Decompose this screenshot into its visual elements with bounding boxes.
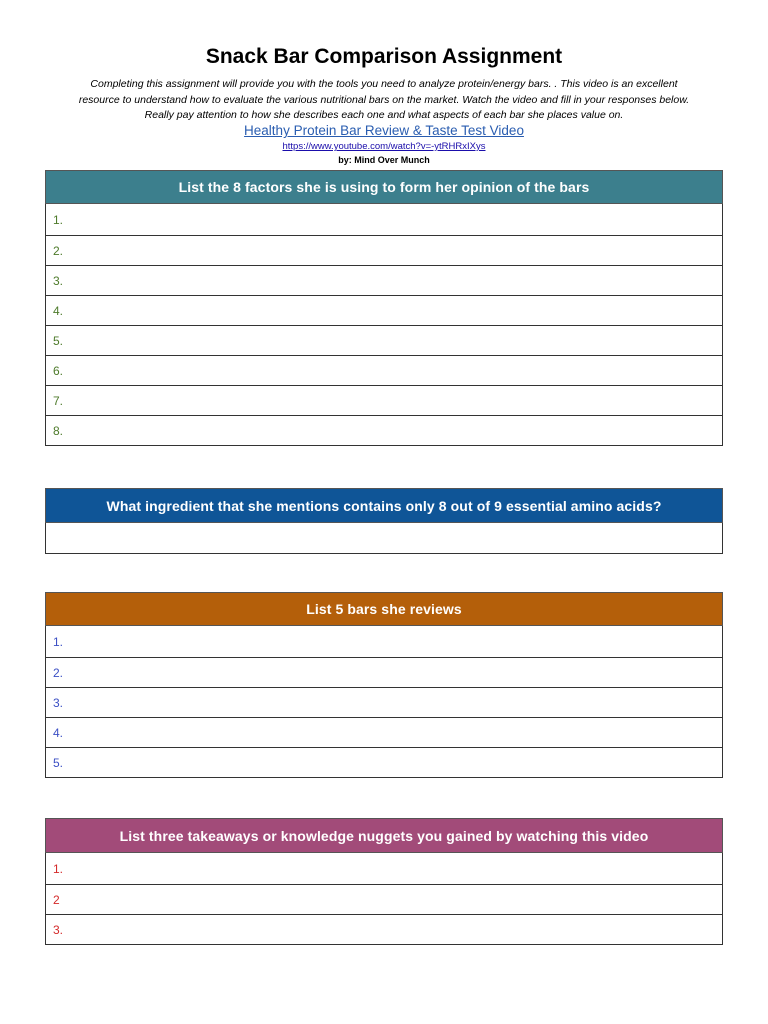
intro-line: resource to understand how to evaluate the various nutritional bars on the market. Watch the video and fill in your responses below.	[78, 93, 690, 106]
page-title: Snack Bar Comparison Assignment	[205, 45, 563, 68]
video-title-link[interactable]: Healthy Protein Bar Review & Taste Test Video	[244, 123, 524, 138]
byline: by: Mind Over Munch	[338, 155, 430, 165]
video-url-link[interactable]: https://www.youtube.com/watch?v=-ytRHRxIXys	[282, 141, 486, 152]
takeaways-section	[45, 818, 723, 945]
answer-row[interactable]: 1.	[53, 634, 64, 649]
takeaways-header: List three takeaways or knowledge nuggets you gained by watching this video	[45, 818, 723, 853]
bars-list	[45, 626, 723, 778]
intro-line: Really pay attention to how she describes each one and what aspects of each bar she places value on.	[144, 109, 624, 121]
answer-row[interactable]: 8.	[46, 415, 722, 445]
answer-row[interactable]: 2	[46, 884, 722, 914]
answer-row[interactable]: 2.	[46, 657, 722, 687]
answer-row[interactable]: 3.	[46, 265, 722, 295]
amino-list	[45, 523, 723, 554]
answer-row[interactable]	[46, 523, 722, 553]
answer-row[interactable]: 1.	[53, 861, 64, 876]
factors-header: List the 8 factors she is using to form her opinion of the bars	[45, 170, 723, 204]
answer-row[interactable]: 1.	[53, 212, 64, 227]
answer-row[interactable]: 2.	[46, 235, 722, 265]
answer-row[interactable]: 4.	[46, 717, 722, 747]
answer-row[interactable]: 3.	[46, 914, 722, 944]
answer-row[interactable]: 4.	[46, 295, 722, 325]
answer-row[interactable]: 5.	[46, 325, 722, 355]
bars-header: List 5 bars she reviews	[45, 592, 723, 626]
takeaways-list	[45, 853, 723, 945]
answer-row[interactable]: 5.	[46, 747, 722, 777]
bars-section	[45, 592, 723, 778]
intro-paragraph	[40, 77, 728, 124]
answer-row[interactable]: 7.	[46, 385, 722, 415]
intro-line: Completing this assignment will provide you with the tools you need to analyze protein/energy bars. . This video is an excellent	[90, 78, 678, 90]
amino-header: What ingredient that she mentions contains only 8 out of 9 essential amino acids?	[45, 488, 723, 523]
factors-section	[45, 170, 723, 446]
factors-list	[45, 204, 723, 446]
answer-row[interactable]: 3.	[46, 687, 722, 717]
amino-section	[45, 488, 723, 554]
answer-row[interactable]: 6.	[46, 355, 722, 385]
